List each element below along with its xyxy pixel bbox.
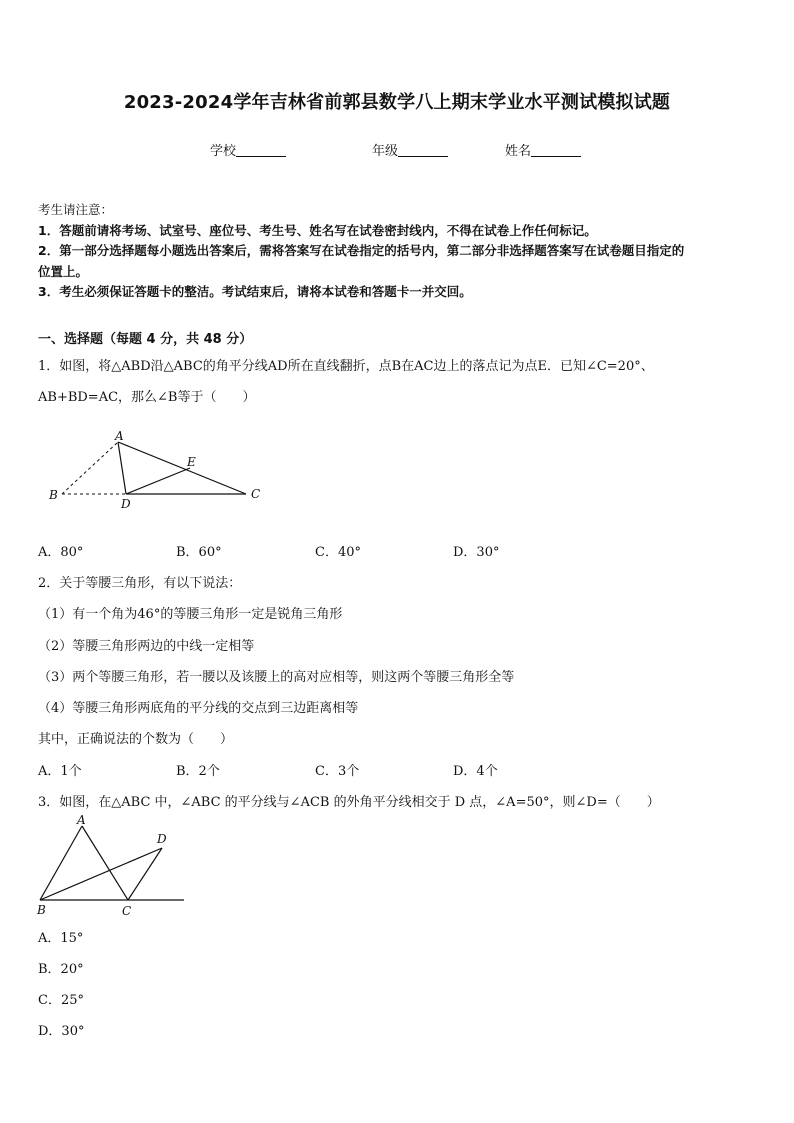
- q2-question: 其中，正确说法的个数为（ ）: [38, 732, 234, 747]
- line-ba: [40, 826, 82, 900]
- grade-field: [372, 140, 448, 159]
- q3-option-b[interactable]: B．20°: [38, 962, 84, 977]
- q1-option-b[interactable]: B．60°: [176, 545, 222, 560]
- notice-item: 1．答题前请将考场、试室号、座位号、考生号、姓名写在试卷密封线内，不得在试卷上作任何标记。: [38, 222, 597, 238]
- q2-statement: （2）等腰三角形两边的中线一定相等: [38, 639, 255, 654]
- label-b: B: [37, 903, 46, 917]
- q1-option-c[interactable]: C．40°: [315, 545, 361, 560]
- school-blank: [236, 144, 286, 157]
- q2-statement: （1）有一个角为46°的等腰三角形一定是锐角三角形: [38, 607, 343, 622]
- q2-stem: 2．关于等腰三角形，有以下说法：: [38, 576, 242, 591]
- q1-stem-line2: AB+BD=AC，那么∠B等于（ ）: [38, 390, 256, 405]
- name-label: 姓名: [505, 144, 532, 159]
- school-label: 学校: [210, 144, 237, 159]
- name-field: [505, 140, 581, 159]
- line-ac: [118, 442, 246, 494]
- q3-option-a[interactable]: A．15°: [38, 931, 84, 946]
- q3-stem: 3．如图，在△ABC 中，∠ABC 的平分线与∠ACB 的外角平分线相交于 D 点，∠A=50°，则∠D=（ ）: [38, 795, 660, 810]
- label-d: D: [157, 832, 167, 846]
- label-c: C: [251, 487, 261, 501]
- label-d: D: [121, 497, 131, 511]
- label-b: B: [49, 488, 58, 502]
- notice-item: 2．第一部分选择题每小题选出答案后，需将答案写在试卷指定的括号内，第二部分非选择题答案写在试卷题目指定的: [38, 243, 685, 258]
- q1-figure: [40, 428, 280, 514]
- grade-label: 年级: [372, 144, 399, 159]
- notice-block: [38, 200, 760, 303]
- line-ad: [118, 442, 126, 494]
- grade-blank: [398, 144, 448, 157]
- q2-option-a[interactable]: A．1个: [38, 764, 82, 779]
- q2-option-c[interactable]: C．3个: [315, 764, 360, 779]
- q1-option-d[interactable]: D．30°: [453, 545, 500, 560]
- q3-figure: [30, 812, 190, 922]
- q3-option-c[interactable]: C．25°: [38, 993, 84, 1008]
- q2-statement: （4）等腰三角形两底角的平分线的交点到三边距离相等: [38, 701, 359, 716]
- label-e: E: [187, 455, 196, 469]
- notice-item: 3．考生必须保证答题卡的整洁。考试结束后，请将本试卷和答题卡一并交回。: [38, 284, 472, 299]
- q3-option-d[interactable]: D．30°: [38, 1024, 85, 1039]
- notice-item: 位置上。: [38, 263, 89, 279]
- q1-stem-line1: 1．如图，将△ABD沿△ABC的角平分线AD所在直线翻折，点B在AC边上的落点记为点E．已知∠C=20°、: [38, 359, 654, 374]
- exam-title: 2023-2024学年吉林省前郭县数学八上期末学业水平测试模拟试题: [123, 92, 671, 113]
- section-title: 一、选择题（每题 4 分，共 48 分）: [38, 332, 253, 347]
- q2-option-d[interactable]: D．4个: [453, 764, 498, 779]
- q2-statement: （3）两个等腰三角形，若一腰以及该腰上的高对应相等，则这两个等腰三角形全等: [38, 670, 515, 685]
- line-ab-dashed: [62, 442, 118, 494]
- label-a: A: [115, 429, 124, 443]
- school-field: [210, 140, 286, 159]
- line-ac: [82, 826, 128, 900]
- q2-option-b[interactable]: B．2个: [176, 764, 220, 779]
- label-a: A: [77, 813, 86, 827]
- notice-heading: 考生请注意：: [38, 202, 114, 217]
- line-de: [126, 468, 190, 494]
- q1-option-a[interactable]: A．80°: [38, 545, 84, 560]
- label-c: C: [122, 904, 132, 918]
- name-blank: [531, 144, 581, 157]
